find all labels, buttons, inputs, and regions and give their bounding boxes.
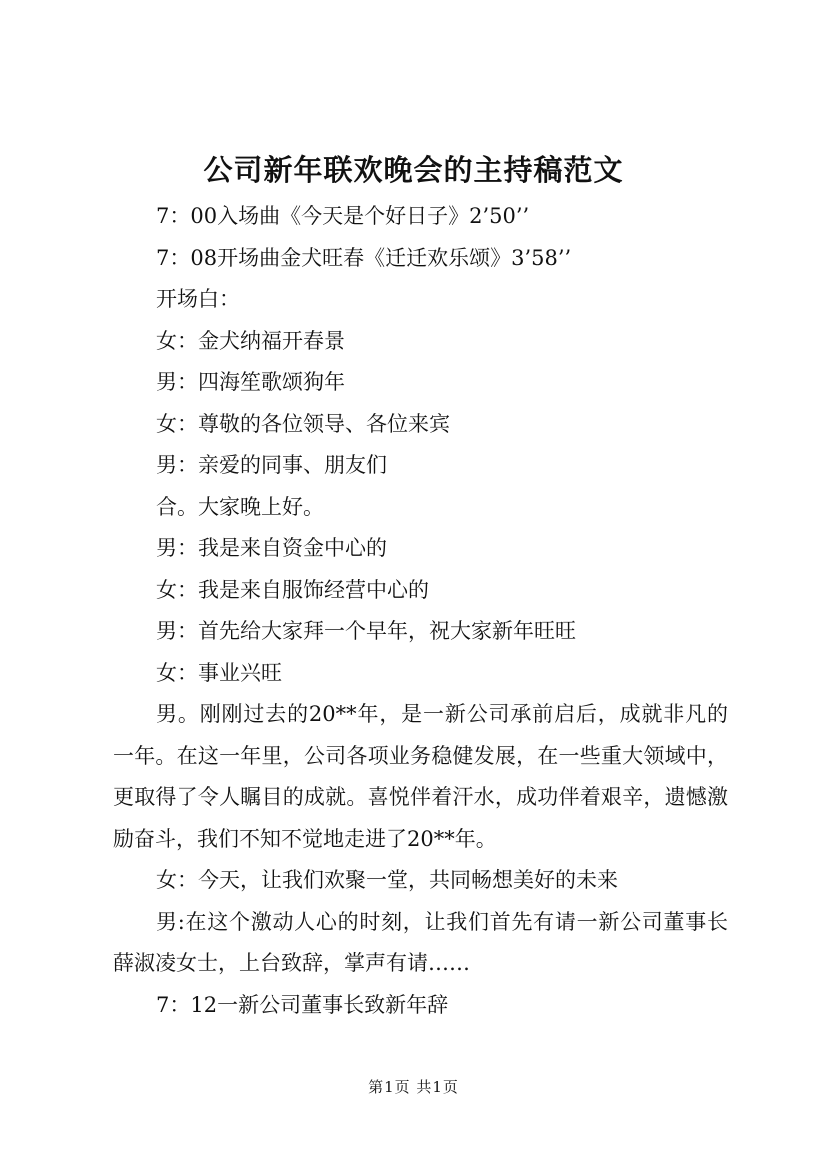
document-body: [113, 196, 728, 1026]
script-paragraph: 男:在这个激动人心的时刻，让我们首先有请一新公司董事长薛淑凌女士，上台致辞，掌声有请……: [113, 909, 728, 975]
program-line-opening-song: 7：08开场曲金犬旺春《迁迁欢乐颂》3’58’’: [156, 245, 572, 270]
script-line: 男：我是来自资金中心的: [156, 536, 387, 560]
document-title: 公司新年联欢晚会的主持稿范文: [203, 153, 624, 187]
script-line: 男：首先给大家拜一个早年，祝大家新年旺旺: [156, 619, 576, 643]
page-footer: 第1页 共1页: [368, 1078, 459, 1096]
script-line: 女：事业兴旺: [156, 660, 282, 685]
section-heading-opening: 开场白：: [156, 287, 240, 311]
script-line: 女：今天，让我们欢聚一堂，共同畅想美好的未来: [156, 868, 618, 892]
script-line: 合。大家晚上好。: [156, 494, 324, 519]
script-line: 男：亲爱的同事、朋友们: [156, 453, 387, 477]
script-line: 女：我是来自服饰经营中心的: [156, 577, 429, 602]
script-paragraph: 男。刚刚过去的20**年，是一新公司承前启后，成就非凡的一年。在这一年里，公司各项业务稳健发展，在一些重大领域中，更取得了令人瞩目的成就。喜悦伴着汗水，成功伴着艰辛，遗憾激励奋斗，我们不知不觉地走进了20**年。: [113, 702, 728, 851]
script-line: 女：尊敬的各位领导、各位来宾: [156, 411, 450, 436]
script-line: 女：金犬纳福开春景: [156, 328, 345, 353]
script-line: 男：四海笙歌颂狗年: [156, 370, 345, 394]
program-line-chairman-speech: 7：12一新公司董事长致新年辞: [156, 992, 449, 1017]
program-line-entrance: 7：00入场曲《今天是个好日子》2’50’’: [156, 204, 530, 228]
